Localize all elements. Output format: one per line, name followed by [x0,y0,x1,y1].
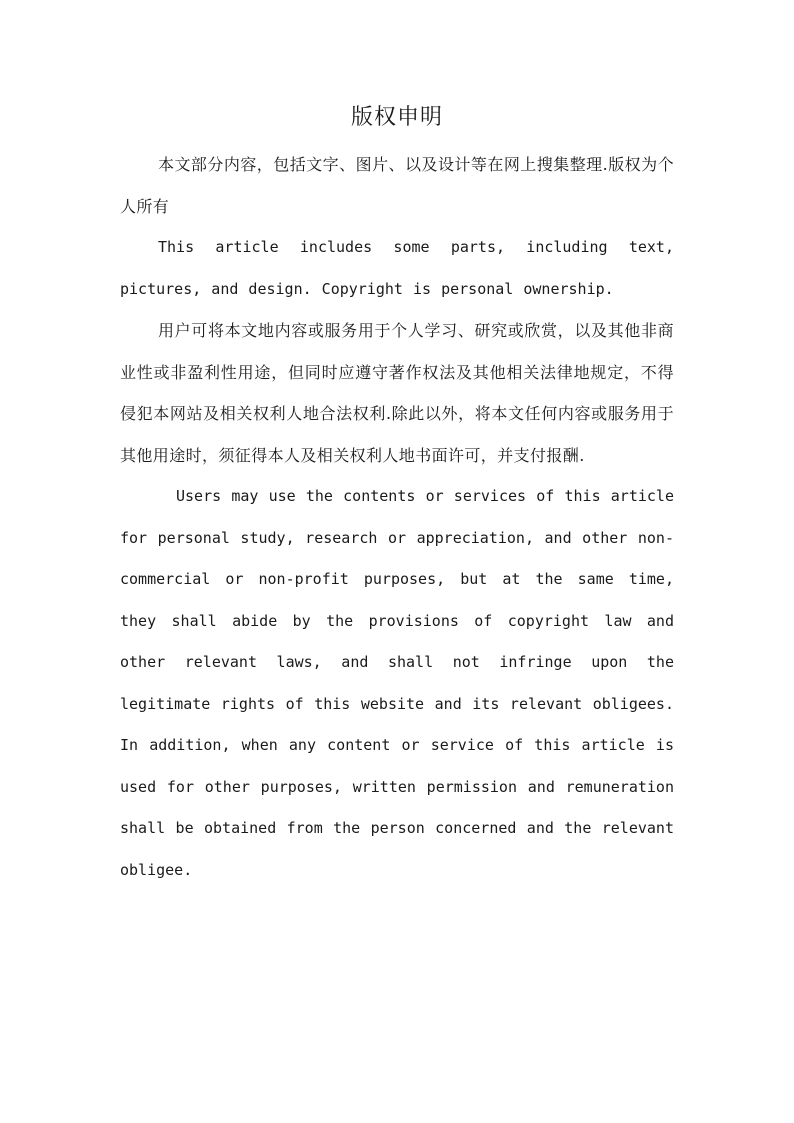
document-page [120,96,674,891]
english-intro-paragraph: This article includes some parts, including text, pictures, and design. Copyright is personal ownership. [120,238,674,298]
chinese-intro-paragraph: 本文部分内容，包括文字、图片、以及设计等在网上搜集整理.版权为个人所有 [120,155,674,216]
english-terms-paragraph: Users may use the contents or services of this article for personal study, research or appreciation, and other non-commercial or non-profit purposes, but at the same time, they shall abide by the provisions of copyright law and other relevant laws, and shall not infringe upon the legitimate rights of this website and its relevant obligees. In addition, when any content or service of this article is used for other purposes, written permission and remuneration shall be obtained from the person concerned and the relevant obligee. [120,487,674,879]
page-title: 版权申明 [350,105,443,130]
chinese-terms-paragraph: 用户可将本文地内容或服务用于个人学习、研究或欣赏，以及其他非商业性或非盈利性用途，但同时应遵守著作权法及其他相关法律地规定，不得侵犯本网站及相关权利人地合法权利.除此以外，将本文任何内容或服务用于其他用途时，须征得本人及相关权利人地书面许可，并支付报酬. [120,321,674,465]
